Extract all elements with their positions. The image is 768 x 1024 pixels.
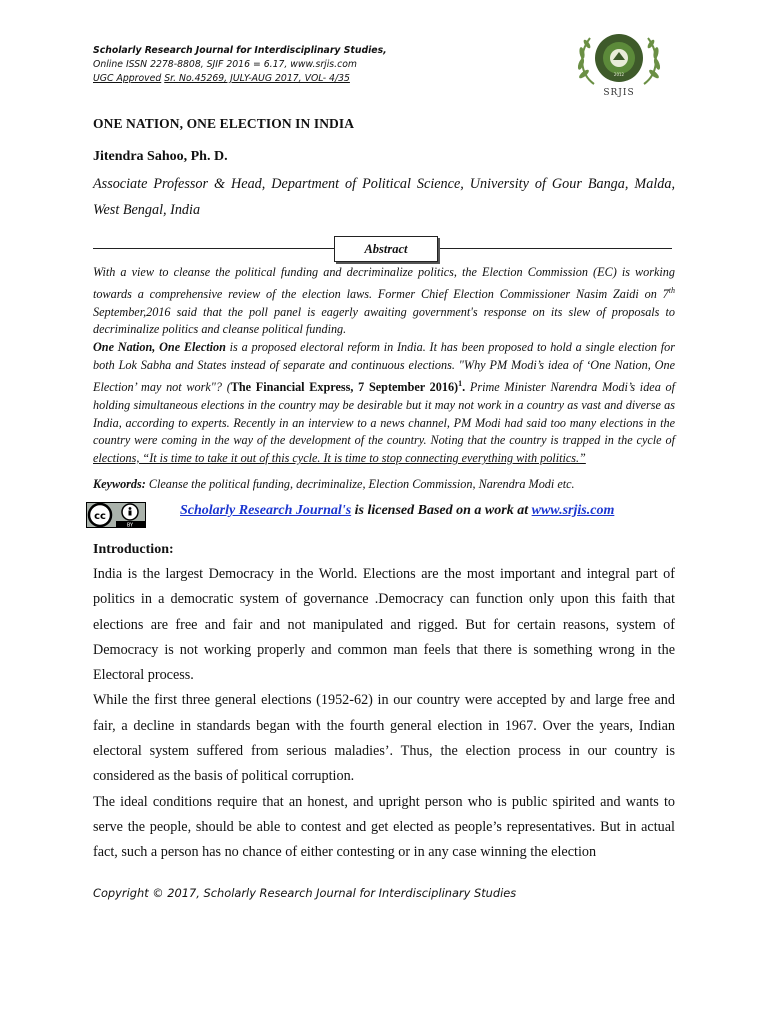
journal-link[interactable]: Scholarly Research Journal's (180, 503, 352, 518)
by-label: BY (126, 522, 134, 528)
journal-header (93, 44, 513, 86)
journal-name: Scholarly Research Journal for Interdisciplinary Studies, (93, 45, 387, 56)
volume-info: Sr. No.45269, JULY-AUG 2017, VOL- 4/35 (164, 73, 350, 84)
introduction-heading: Introduction: (93, 542, 174, 557)
srjis-logo (572, 24, 666, 100)
license-text: is licensed Based on a work at (351, 503, 532, 518)
copyright-footer: Copyright © 2017, Scholarly Research Journal for Interdisciplinary Studies (93, 886, 517, 900)
abstract-paragraph-1 (93, 264, 675, 339)
keywords-text: Cleanse the political funding, decriminalize, Election Commission, Narendra Modi etc. (145, 477, 575, 491)
introduction-body (93, 562, 675, 866)
website-link[interactable]: www.srjis.com (531, 503, 615, 518)
license-statement (180, 503, 614, 519)
author-affiliation: Associate Professor & Head, Department of Political Science, University of Gour Banga, Malda, West Bengal, India (93, 176, 675, 218)
ugc-line (93, 72, 513, 86)
keywords (93, 477, 675, 492)
source-name: The Financial Express (230, 379, 351, 394)
abstract-quote: elections, “It is time to take it out of this cycle. It is time to stop connecting everything with politics.” (93, 451, 586, 466)
source-dot: . (462, 379, 466, 394)
laurel-left-icon (577, 38, 594, 84)
cc-by-license-icon (86, 502, 146, 528)
footnote-ref: 1 (458, 378, 463, 388)
ugc-approved: UGC Approved (93, 73, 162, 84)
logo-text: SRJIS (603, 88, 635, 98)
keywords-label: Keywords: (93, 477, 146, 491)
abstract-term: One Nation, One Election (93, 340, 226, 355)
issn-line: Online ISSN 2278-8808, SJIF 2016 = 6.17, www.srjis.com (93, 59, 357, 70)
laurel-right-icon (644, 38, 661, 84)
author-name: Jitendra Sahoo, Ph. D. (93, 149, 228, 164)
abstract-heading: Abstract (334, 236, 438, 262)
body-paragraph-3: The ideal conditions require that an honest, and upright person who is public spirited and wants to serve the people, should be able to contest and get elected as people’s representatives. But in actual fact, such a person has no chance of either contesting or in any case winning the election (93, 793, 675, 861)
body-paragraph-2: While the first three general elections (1952-62) in our country were accepted by and large free and fair, a decline in standards began with the fourth general election in 1967. Over the years, Indian electoral system suffered from serious maladies’. Thus, the election process in our country is considered as the basis of political corruption. (93, 692, 675, 785)
abstract-p2-body: Prime Minister Narendra Modi’s idea of holding simultaneous elections in the country may be desirable but it may not work in a country as vast and diverse as India, according to experts. Recently in an interview to a news channel, PM Modi had said too many elections in the country were coming in the way of the development of the country. Noting that the country is trapped in the cycle of (93, 379, 675, 448)
abstract-rule-left (93, 248, 334, 249)
abstract-p1-text: With a view to cleanse the political funding and decriminalize politics, the Election Commission (EC) is working towards a comprehensive review of the election laws. Former Chief Election Commissioner Nasim Zaidi on 7 (93, 265, 675, 301)
paper-title: ONE NATION, ONE ELECTION IN INDIA (93, 116, 355, 131)
abstract-text (93, 264, 675, 468)
abstract-paragraph-2 (93, 339, 675, 468)
logo-year: 2012 (613, 72, 625, 77)
body-paragraph-1: India is the largest Democracy in the World. Elections are the most important and integral part of politics in a democratic system of governance .Democracy can function only upon this faith that elections are free and fair and not manipulated and rigged. But for certain reasons, system of Democracy is not working properly and common man feels that there is something wrong in the Electoral process. (93, 566, 675, 684)
abstract-p2-text: is a proposed electoral reform in India. It has been proposed to hold a single election for both Lok Sabha and States instead of separate and continuous elections. "Why PM Modi’s idea of ‘One Nation, One Election’ may not work"? ( (93, 340, 676, 394)
abstract-rule-right (436, 248, 672, 249)
ordinal-sup: th (668, 285, 675, 295)
source-date: , 7 September 2016) (350, 379, 459, 394)
abstract-p1-end: September,2016 said that the poll panel is eagerly awaiting government's response on its slew of proposals to decriminalize politics and cleanse political funding. (93, 304, 675, 337)
cc-label: cc (94, 511, 106, 522)
